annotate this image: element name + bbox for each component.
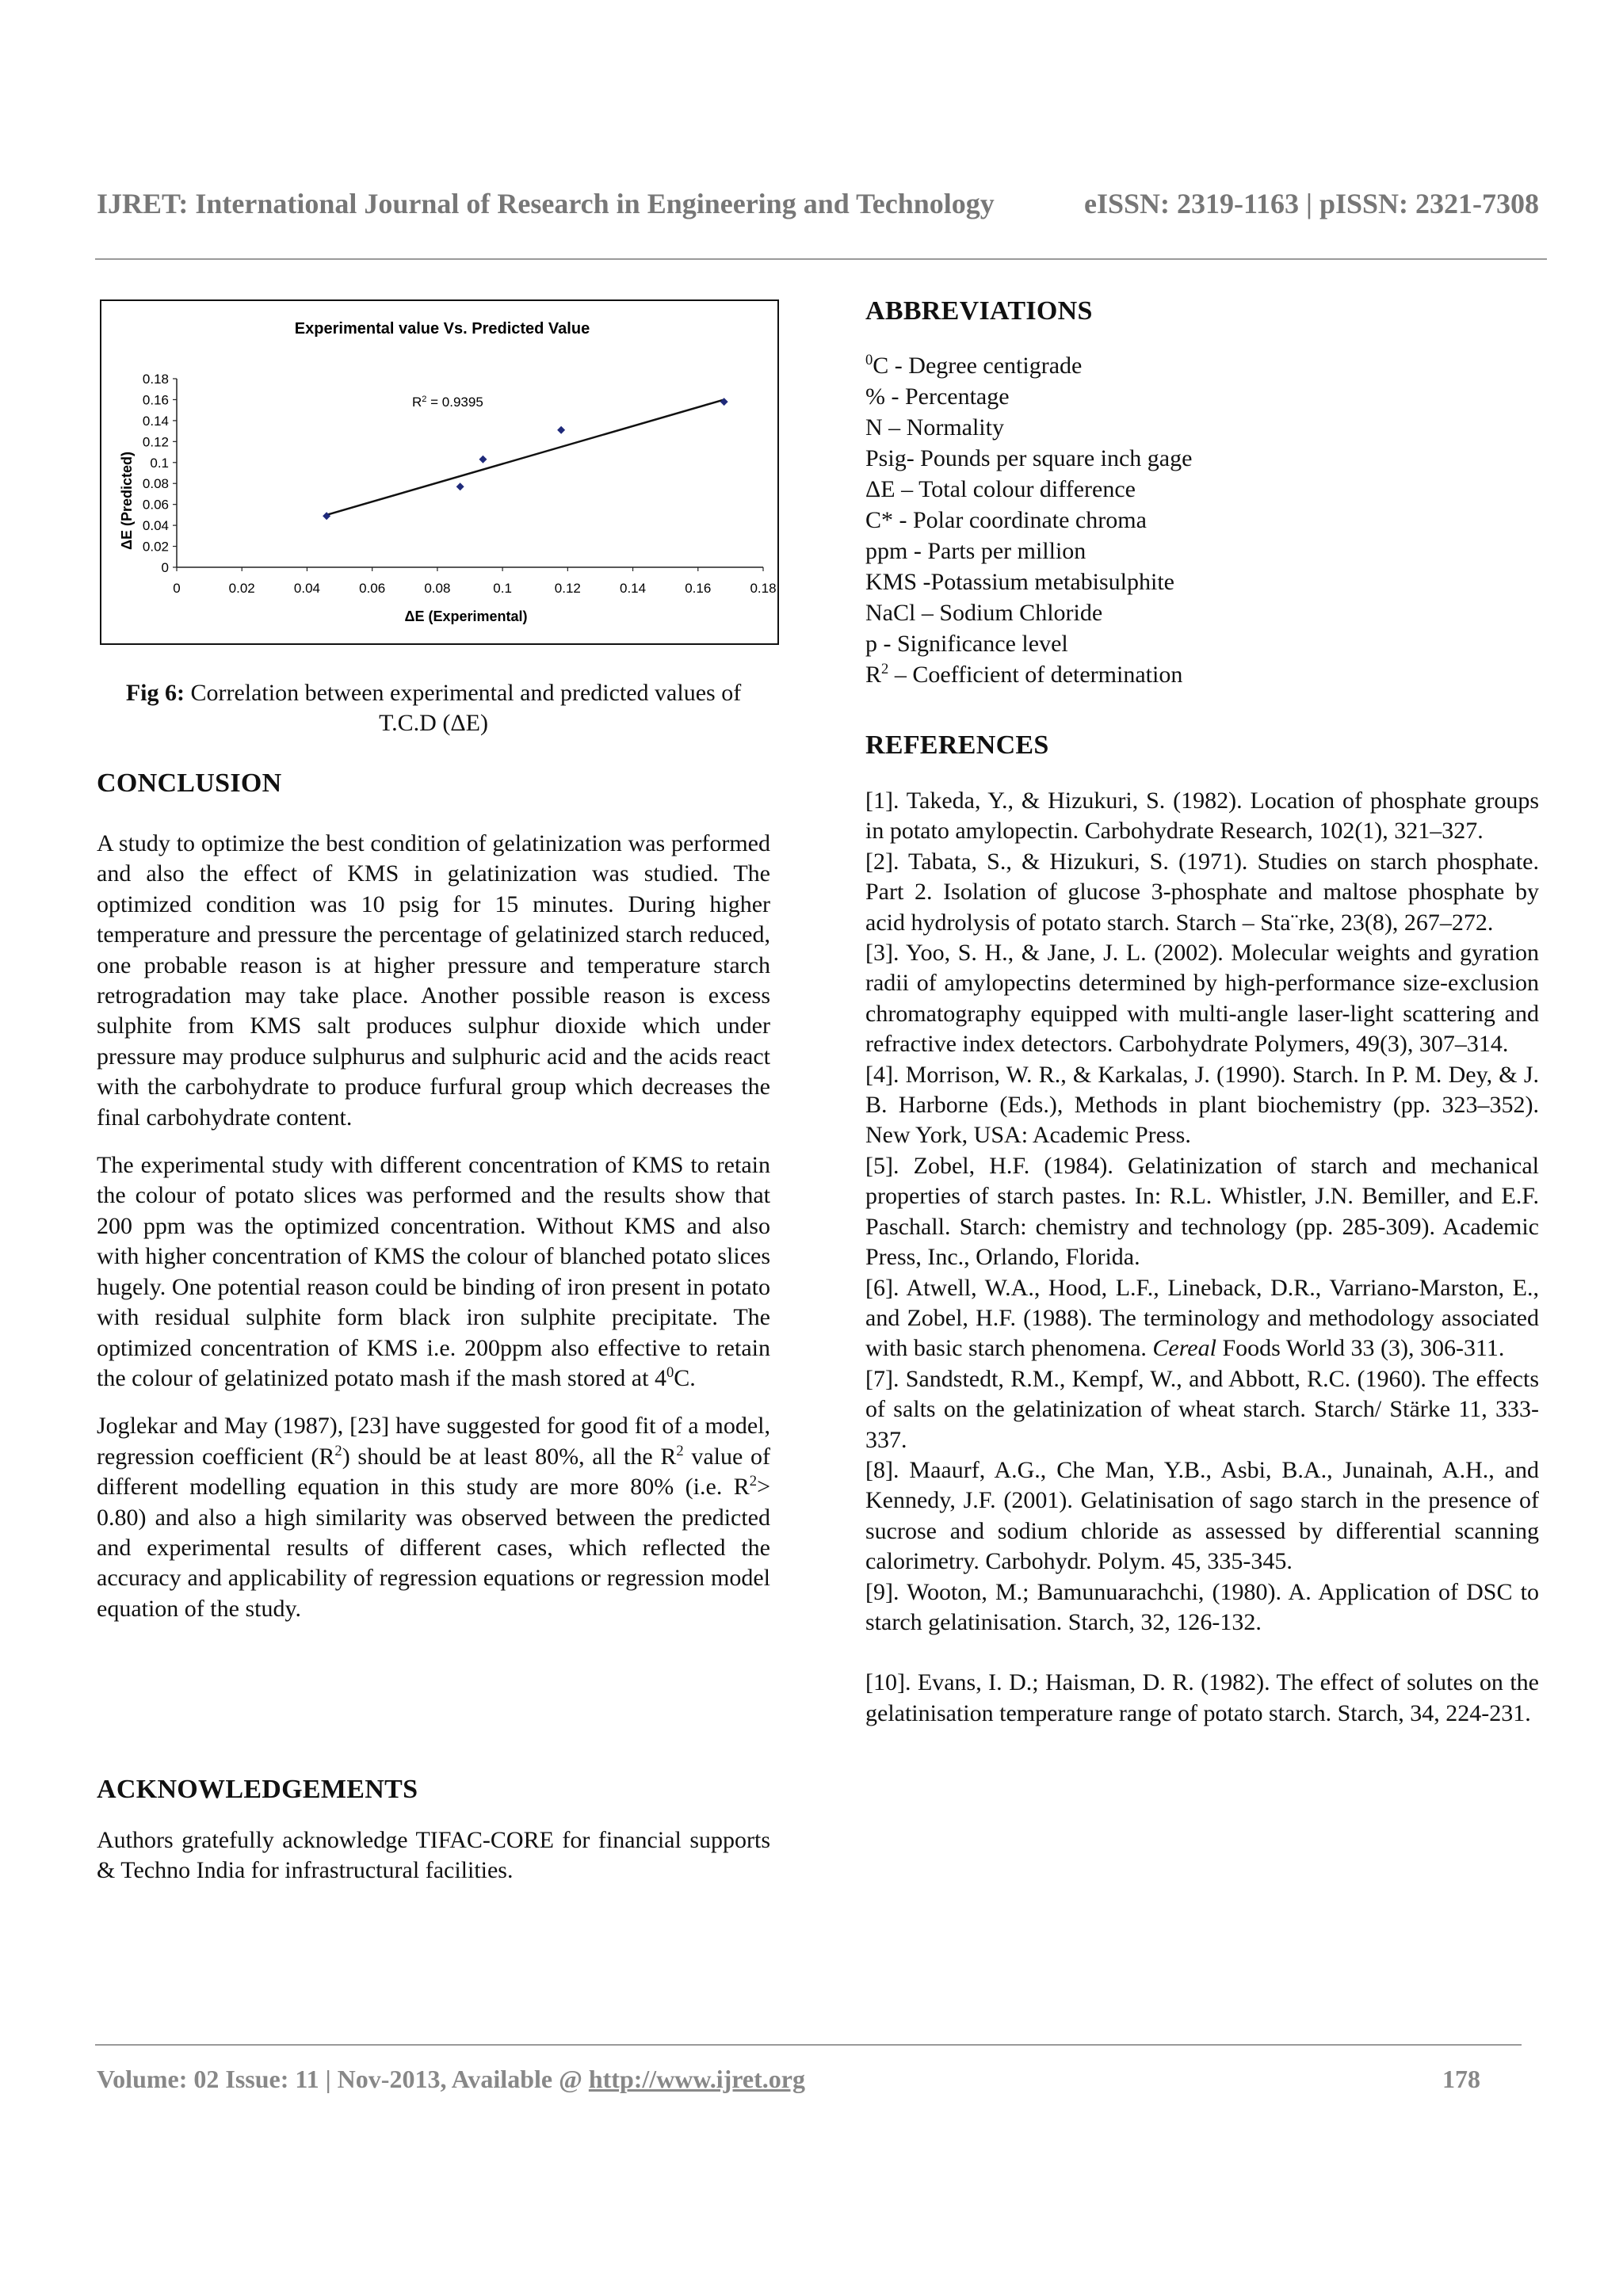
reference-item: [1]. Takeda, Y., & Hizukuri, S. (1982). Location of phosphate groups in potato amylopectin. Carbohydrate Research, 102(1), 321–327. — [865, 788, 1539, 845]
acknowledgements-body — [97, 1825, 770, 1886]
abbreviation-item: C* - Polar coordinate chroma — [865, 507, 1147, 533]
y-tick-label: 0.08 — [142, 476, 169, 492]
conclusion-paragraph-3: Joglekar and May (1987), [23] have suggested for good fit of a model, regression coefficient $(R^2)$ should be at least 80%, all the $R^2$ value of different modelling equation in this study are more 80% (i.e. $R^2> 0.80$) and also a high similarity was observed between the predicted and experimental results of different cases, which reflected the accuracy and applicability of regression equations or regression model equation of the study. — [97, 1413, 770, 1622]
footer-rule — [95, 2044, 1522, 2046]
x-ticks — [173, 567, 776, 596]
data-point — [557, 426, 565, 434]
conclusion-heading: CONCLUSION — [97, 769, 282, 798]
footer-volume: Volume: 02 Issue: 11 | Nov-2013, Available @ http://www.ijret.org — [97, 2065, 805, 2093]
reference-item: [7]. Sandstedt, R.M., Kempf, W., and Abbott, R.C. (1960). The effects of salts on the gelatinization of wheat starch. Starch/ Stärke 11, 333-337. — [865, 1365, 1539, 1453]
y-ticks — [143, 372, 177, 575]
y-tick-label: 0.18 — [142, 372, 169, 387]
data-point — [479, 456, 487, 463]
x-tick-label: 0.04 — [293, 581, 320, 596]
y-tick-label: 0 — [161, 560, 169, 575]
abbreviation-item: ppm - Parts per million — [865, 538, 1086, 564]
data-point — [720, 398, 728, 406]
x-axis-label: ΔE (Experimental) — [404, 608, 528, 624]
abbreviation-item: % - Percentage — [865, 383, 1010, 410]
reference-item: [8]. Maaurf, A.G., Che Man, Y.B., Asbi, B.A., Junainah, A.H., and Kennedy, J.F. (2001). Gelatinisation of sago starch in the presence of sucrose and sodium chloride as assessed by differential scanning calorimetry. Carbohydr. Polym. 45, 335-345. — [865, 1456, 1539, 1575]
x-tick-label: 0 — [173, 581, 181, 596]
trendline — [327, 399, 724, 514]
figure-chart — [100, 299, 779, 645]
scatter-chart — [101, 301, 781, 646]
x-tick-label: 0.1 — [493, 581, 512, 596]
abbreviation-item: N – Normality — [865, 414, 1004, 441]
x-tick-label: 0.16 — [685, 581, 712, 596]
reference-item: [4]. Morrison, W. R., & Karkalas, J. (1990). Starch. In P. M. Dey, & J. B. Harborne (Eds.), Methods in plant biochemistry (pp. 323–352). New York, USA: Academic Press. — [865, 1061, 1539, 1149]
x-tick-label: 0.06 — [359, 581, 386, 596]
acknowledgements-text: Authors gratefully acknowledge TIFAC-CORE for financial supports & Techno India for infrastructural facilities. — [97, 1827, 770, 1884]
page-number: 178 — [1442, 2065, 1480, 2093]
reference-item: [5]. Zobel, H.F. (1984). Gelatinization of starch and mechanical properties of starch pastes. In: R.L. Whistler, J.N. Bemiller, and E.F. Paschall. Starch: chemistry and technology (pp. 285-309). Academic Press, Inc., Orlando, Florida. — [865, 1152, 1539, 1271]
reference-item: [10]. Evans, I. D.; Haisman, D. R. (1982). The effect of solutes on the gelatinisation temperature range of potato starch. Starch, 34, 224-231. — [865, 1669, 1539, 1726]
x-tick-label: 0.02 — [228, 581, 255, 596]
y-tick-label: 0.12 — [142, 434, 169, 450]
references-heading: REFERENCES — [865, 730, 1049, 760]
y-tick-label: 0.06 — [142, 497, 169, 513]
y-tick-label: 0.16 — [142, 392, 169, 408]
running-header — [97, 187, 1539, 220]
references-list — [865, 786, 1539, 1729]
header-rule — [95, 258, 1547, 260]
y-tick-label: 0.14 — [142, 413, 169, 429]
reference-item: [2]. Tabata, S., & Hizukuri, S. (1971). Studies on starch phosphate. Part 2. Isolation of glucose 3-phosphate and maltose phosphate by acid hydrolysis of potato starch. Starch – Sta¨rke, 23(8), 267–272. — [865, 848, 1539, 936]
chart-title: Experimental value Vs. Predicted Value — [294, 320, 590, 338]
issn-info: eISSN: 2319-1163 | pISSN: 2321-7308 — [1084, 188, 1539, 219]
x-tick-label: 0.12 — [554, 581, 581, 596]
reference-item: [9]. Wooton, M.; Bamunuarachchi, (1980). A. Application of DSC to starch gelatinisation. Starch, 32, 126-132. — [865, 1578, 1539, 1635]
abbreviations-heading: ABBREVIATIONS — [865, 296, 1093, 326]
conclusion-paragraph-2: The experimental study with different concentration of KMS to retain the colour of potato slices was performed and the results show that 200 ppm was the optimized concentration. Without KMS and also with higher concentration of KMS the colour of blanched potato slices hugely. One potential reason could be binding of iron present in potato with residual sulphite form black iron sulphite precipitate. The optimized concentration of KMS i.e. 200ppm also effective to retain the colour of gelatinized potato mash if the mash stored at $4^0C$. — [97, 1152, 770, 1391]
x-tick-label: 0.18 — [750, 581, 777, 596]
journal-name: IJRET: International Journal of Research in Engineering and Technology — [97, 188, 995, 219]
journal-link[interactable]: http://www.ijret.org — [588, 2065, 805, 2093]
r-squared-annotation: $R^2 = 0.9395$ — [412, 395, 483, 410]
caption-label: Fig 6: — [125, 680, 185, 706]
data-point — [456, 482, 464, 490]
y-axis-label: ΔE (Predicted) — [119, 452, 135, 550]
y-tick-label: 0.1 — [150, 455, 169, 471]
reference-item: [3]. Yoo, S. H., & Jane, J. L. (2002). Molecular weights and gyration radii of amylopectins determined by high-performance size-exclusion chromatography equipped with multi-angle laser-light scattering and refractive index detectors. Carbohydrate Polymers, 49(3), 307–314. — [865, 940, 1539, 1058]
abbreviation-item: Psig- Pounds per square inch gage — [865, 445, 1193, 471]
figure-caption — [97, 678, 770, 738]
reference-item: [6]. Atwell, W.A., Hood, L.F., Lineback, D.R., Varriano-Marston, E., and Zobel, H.F. (1988). The terminology and methodology associated with basic starch phenomena. Cereal Foods World 33 (3), 306-311. — [865, 1274, 1539, 1362]
abbreviation-item: $^0$C - Degree centigrade — [865, 352, 1083, 379]
abbreviation-item: p - Significance level — [865, 631, 1068, 657]
abbreviation-item: KMS -Potassium metabisulphite — [865, 569, 1174, 595]
x-tick-label: 0.08 — [424, 581, 451, 596]
caption-text: Correlation between experimental and predicted values of T.C.D (ΔE) — [184, 680, 742, 736]
abbreviations-list — [865, 350, 1547, 690]
x-tick-label: 0.14 — [620, 581, 647, 596]
y-tick-label: 0.02 — [142, 539, 169, 555]
y-tick-label: 0.04 — [142, 518, 169, 534]
abbreviation-item: ΔE – Total colour difference — [865, 476, 1136, 502]
conclusion-paragraph-1: A study to optimize the best condition of gelatinization was performed and also the effect of KMS in gelatinization was studied. The optimized condition was 10 psig for 15 minutes. During higher temperature and pressure the percentage of gelatinized starch reduced, one probable reason is at higher pressure and temperature starch retrogradation may take place. Another possible reason is excess sulphite from KMS salt produces sulphur dioxide which under pressure may produce sulphurus and sulphuric acid and the acids react with the carbohydrate to produce furfural group which decreases the final carbohydrate content. — [97, 830, 770, 1131]
abbreviation-item: $R^2$ – Coefficient of determination — [865, 661, 1183, 688]
conclusion-body — [97, 829, 770, 1624]
acknowledgements-heading: ACKNOWLEDGEMENTS — [97, 1775, 418, 1804]
abbreviation-item: NaCl – Sodium Chloride — [865, 600, 1103, 626]
